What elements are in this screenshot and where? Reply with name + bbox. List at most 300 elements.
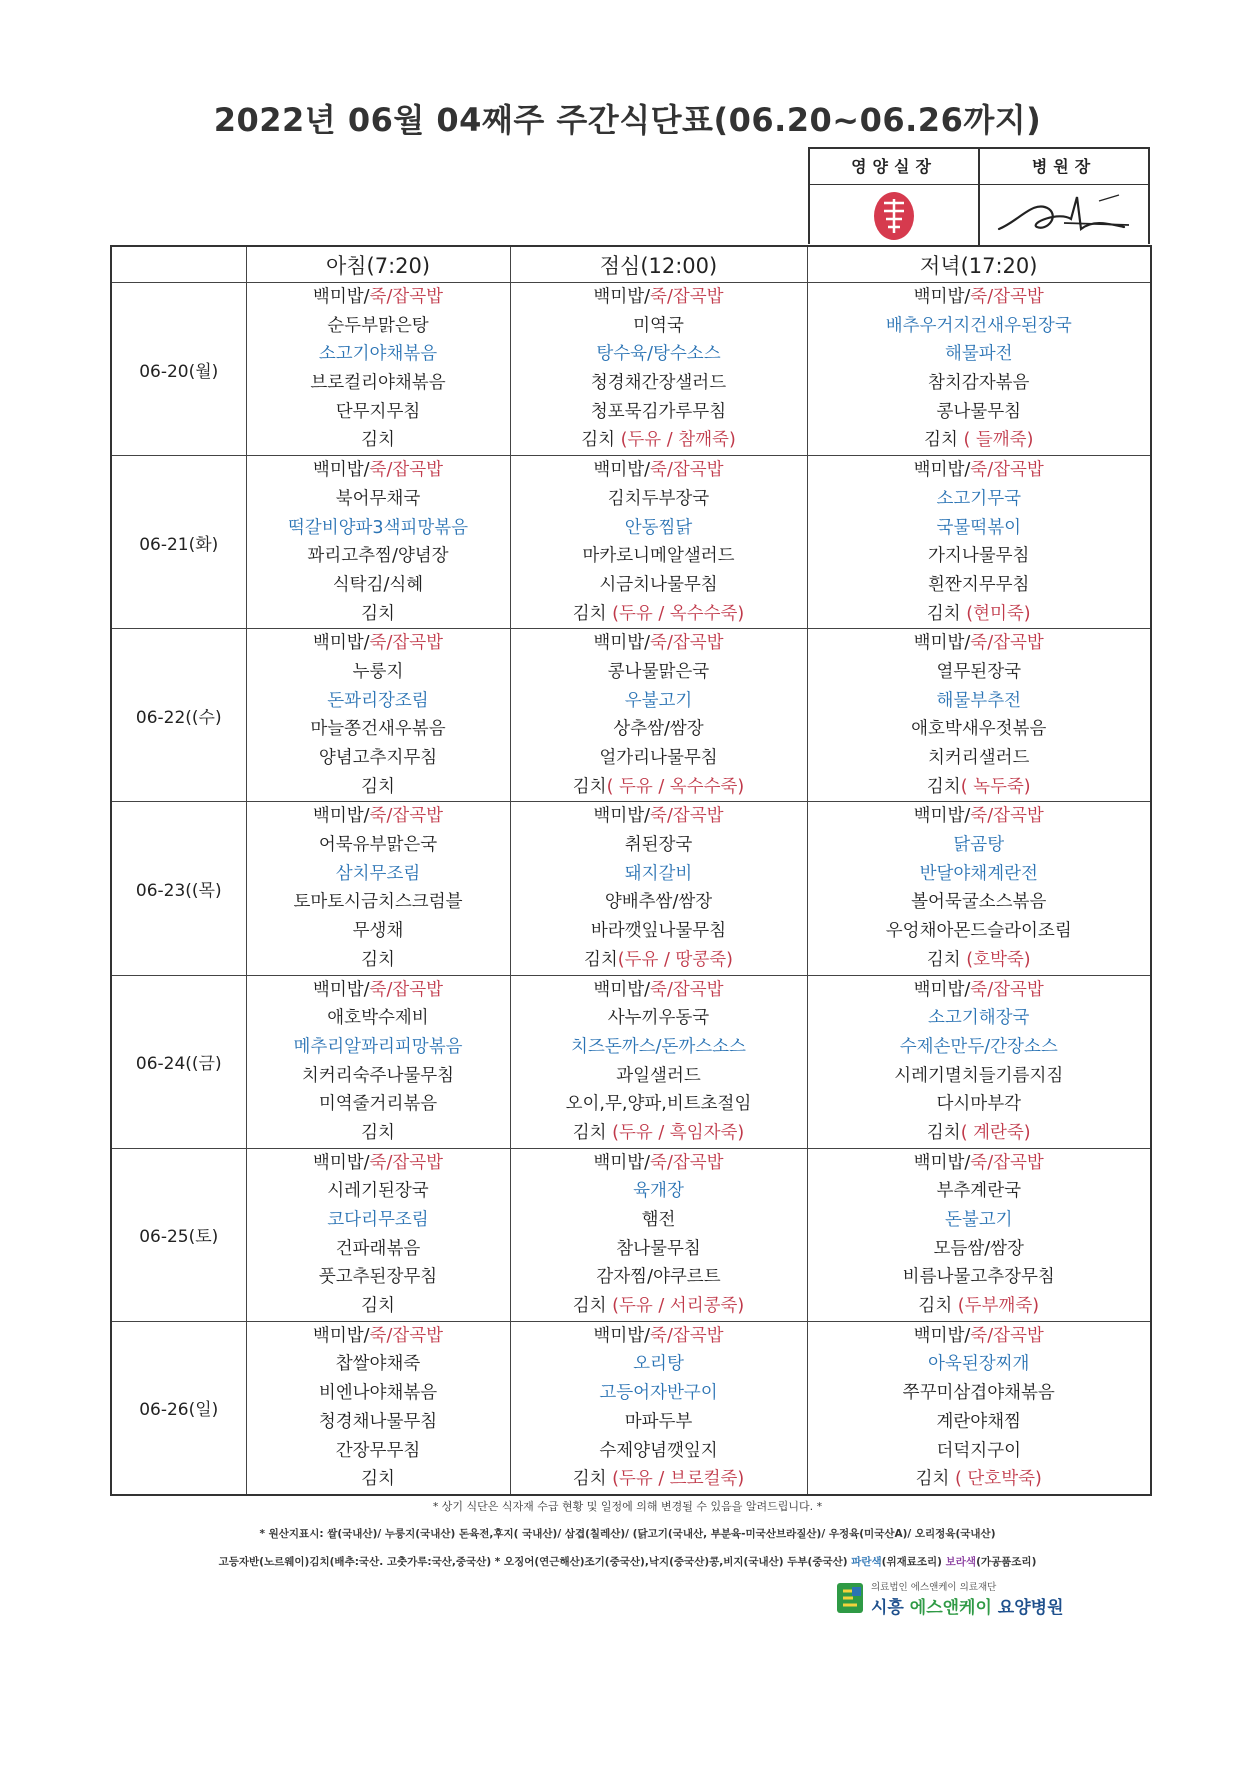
dinner-cell bbox=[807, 456, 1151, 629]
menu-item bbox=[511, 1408, 807, 1437]
menu-item bbox=[247, 1379, 510, 1408]
menu-item-text: 김치두부장국 bbox=[607, 488, 710, 509]
breakfast-cell bbox=[246, 1148, 510, 1321]
menu-item-text: 김치 bbox=[926, 776, 961, 797]
menu-item bbox=[511, 744, 807, 773]
rice-line bbox=[511, 802, 807, 831]
menu-item bbox=[511, 1090, 807, 1119]
day-row bbox=[111, 975, 1151, 1148]
menu-item-text: 오이,무,양파,비트초절임 bbox=[565, 1094, 752, 1115]
origin-label-line-2 bbox=[0, 1554, 1255, 1569]
menu-item bbox=[808, 773, 1151, 802]
menu-item bbox=[808, 917, 1151, 946]
menu-item-text: 참나물무침 bbox=[616, 1238, 701, 1259]
rice-line bbox=[511, 976, 807, 1005]
rice-line bbox=[247, 802, 510, 831]
rice-line bbox=[247, 1149, 510, 1178]
rice-line bbox=[808, 456, 1151, 485]
menu-item-text: 소고기무국 bbox=[936, 488, 1022, 509]
day-date: 06-23((목) bbox=[111, 802, 246, 975]
day-date: 06-22((수) bbox=[111, 629, 246, 802]
menu-item-text: 풋고추된장무침 bbox=[318, 1267, 438, 1288]
menu-item bbox=[247, 1437, 510, 1466]
menu-item bbox=[247, 1408, 510, 1437]
day-row bbox=[111, 802, 1151, 975]
menu-item-text: 햄전 bbox=[641, 1210, 676, 1230]
menu-item bbox=[511, 946, 807, 975]
menu-item-text: 안동찜닭 bbox=[624, 517, 693, 538]
rice-white: 백미밥/ bbox=[593, 1325, 651, 1346]
menu-item bbox=[247, 1177, 510, 1206]
menu-item-text: 마파두부 bbox=[624, 1411, 693, 1432]
legend-blue-desc: (위재료조리) bbox=[881, 1556, 942, 1568]
menu-item bbox=[511, 773, 807, 802]
rice-porridge-grain: 죽/잡곡밥 bbox=[970, 633, 1044, 654]
rice-white: 백미밥/ bbox=[312, 979, 370, 1000]
menu-item bbox=[808, 1062, 1151, 1091]
menu-item bbox=[511, 1292, 807, 1321]
hospital-logo bbox=[835, 1578, 1064, 1618]
page-title: 2022년 06월 04째주 주간식단표(06.20~06.26까지) bbox=[213, 101, 1042, 139]
menu-item bbox=[511, 340, 807, 369]
menu-item bbox=[808, 1408, 1151, 1437]
menu-item bbox=[808, 312, 1151, 341]
menu-item-text: 흰짠지무무침 bbox=[928, 574, 1030, 595]
menu-item bbox=[808, 946, 1151, 975]
origin-label-line-1: * 원산지표시: 쌀(국내산)/ 누룽지(국내산) 돈육전,후지( 국내산)/ 삼겹(칠레산)/ (닭고기(국내산, 부분육-미국산브라질산)/ 우정육(미국산A)/ 오리정육(국내산) bbox=[259, 1528, 996, 1540]
legend-purple-desc: (가공품조리) bbox=[976, 1556, 1037, 1568]
menu-item-text: 탕수육/탕수소스 bbox=[596, 344, 721, 365]
day-row bbox=[111, 283, 1151, 456]
menu-item bbox=[247, 860, 510, 889]
header-corner bbox=[111, 246, 246, 283]
menu-item bbox=[511, 485, 807, 514]
rice-line bbox=[808, 283, 1151, 312]
breakfast-cell bbox=[246, 1321, 510, 1495]
rice-porridge-grain: 죽/잡곡밥 bbox=[369, 806, 444, 827]
rice-porridge-grain: 죽/잡곡밥 bbox=[369, 1152, 444, 1173]
menu-item-text: 해물부추전 bbox=[936, 690, 1022, 711]
dinner-cell bbox=[807, 283, 1151, 456]
menu-item-text: 떡갈비양파3색피망볶음 bbox=[287, 517, 469, 538]
menu-item bbox=[247, 744, 510, 773]
dinner-cell bbox=[807, 975, 1151, 1148]
menu-item-text: 국물떡볶이 bbox=[936, 517, 1022, 538]
rice-white: 백미밥/ bbox=[312, 633, 370, 654]
breakfast-cell bbox=[246, 283, 510, 456]
menu-item bbox=[511, 1177, 807, 1206]
lunch-cell bbox=[510, 283, 807, 456]
hospital-name-city: 시흥 bbox=[871, 1597, 910, 1618]
menu-item bbox=[247, 485, 510, 514]
menu-item-text: 미역줄거리볶음 bbox=[318, 1094, 438, 1115]
rice-line bbox=[247, 456, 510, 485]
menu-item bbox=[247, 340, 510, 369]
menu-item-text: 소고기해장국 bbox=[928, 1008, 1030, 1029]
nutrition-chief-seal bbox=[810, 185, 980, 247]
menu-item bbox=[808, 687, 1151, 716]
menu-item bbox=[808, 1004, 1151, 1033]
menu-item bbox=[247, 571, 510, 600]
hospital-foundation: 의료법인 에스앤케이 의료재단 bbox=[871, 1581, 997, 1593]
menu-item-text: 우엉채아몬드슬라이조림 bbox=[885, 921, 1072, 942]
rice-white: 백미밥/ bbox=[593, 460, 651, 481]
menu-item bbox=[511, 426, 807, 455]
menu-item bbox=[808, 1350, 1151, 1379]
menu-item bbox=[808, 1090, 1151, 1119]
menu-item bbox=[247, 312, 510, 341]
menu-item-text: 비름나물고추장무침 bbox=[902, 1267, 1055, 1288]
menu-item-text: 북어무채국 bbox=[335, 488, 421, 509]
menu-item-text: 치즈돈까스/돈까스소스 bbox=[571, 1036, 746, 1057]
lunch-cell bbox=[510, 456, 807, 629]
header-lunch: 점심(12:00) bbox=[510, 246, 807, 283]
menu-item-text: 소고기야채볶음 bbox=[318, 344, 438, 365]
menu-item bbox=[808, 1177, 1151, 1206]
menu-item bbox=[511, 398, 807, 427]
menu-item-text: 감자찜/야쿠르트 bbox=[596, 1267, 721, 1288]
rice-line bbox=[511, 283, 807, 312]
rice-white: 백미밥/ bbox=[913, 979, 971, 1000]
menu-item bbox=[511, 600, 807, 629]
menu-item bbox=[511, 571, 807, 600]
menu-item-text: 상추쌈/쌈장 bbox=[613, 719, 704, 740]
menu-item bbox=[247, 917, 510, 946]
menu-item-text: 얼가리나물무침 bbox=[599, 748, 718, 768]
menu-item-text: 김치 bbox=[361, 430, 395, 451]
side-porridge: (두부깨죽) bbox=[952, 1296, 1040, 1317]
menu-item-text: 시레기멸치들기름지짐 bbox=[894, 1065, 1064, 1086]
menu-item bbox=[247, 542, 510, 571]
menu-item-text: 김치 bbox=[583, 949, 618, 970]
menu-item bbox=[511, 658, 807, 687]
day-row bbox=[111, 1148, 1151, 1321]
menu-item bbox=[511, 1119, 807, 1148]
side-porridge: (두유 / 땅콩죽) bbox=[617, 949, 733, 970]
lunch-cell bbox=[510, 975, 807, 1148]
legend-purple-label: 보라색 bbox=[945, 1556, 977, 1568]
legend-blue-label: 파란색 bbox=[851, 1556, 882, 1568]
menu-item-text: 청포묵김가루무침 bbox=[590, 401, 727, 422]
menu-item bbox=[808, 744, 1151, 773]
menu-item bbox=[808, 485, 1151, 514]
menu-item-text: 식탁김/식혜 bbox=[332, 574, 424, 595]
menu-item bbox=[247, 946, 510, 975]
menu-item-text: 치커리숙주나물무침 bbox=[301, 1065, 455, 1086]
menu-item bbox=[247, 1465, 510, 1494]
rice-line bbox=[808, 1322, 1151, 1351]
menu-item-text: 시레기된장국 bbox=[327, 1181, 429, 1202]
rice-line bbox=[247, 283, 510, 312]
menu-item-text: 부추계란국 bbox=[936, 1181, 1022, 1202]
menu-item-text: 돈불고기 bbox=[944, 1210, 1013, 1230]
rice-white: 백미밥/ bbox=[913, 1325, 971, 1346]
menu-item bbox=[511, 1350, 807, 1379]
rice-white: 백미밥/ bbox=[913, 633, 971, 654]
menu-item-text: 김치 bbox=[572, 776, 607, 797]
menu-item-text: 콩나물맑은국 bbox=[607, 661, 710, 682]
menu-item-text: 마카로니메알샐러드 bbox=[582, 546, 735, 567]
menu-item-text: 김치 bbox=[572, 1296, 607, 1317]
menu-item bbox=[247, 773, 510, 802]
menu-item bbox=[808, 1465, 1151, 1494]
menu-item bbox=[808, 831, 1151, 860]
menu-item-text: 김치 bbox=[361, 1122, 395, 1143]
menu-item-text: 찹쌀야채죽 bbox=[335, 1354, 421, 1375]
header-dinner: 저녁(17:20) bbox=[807, 246, 1151, 283]
menu-item-text: 김치 bbox=[924, 430, 958, 451]
menu-item-text: 김치 bbox=[572, 603, 607, 624]
menu-item bbox=[511, 917, 807, 946]
menu-item-text: 코다리무조림 bbox=[327, 1210, 429, 1230]
menu-item-text: 삼치무조림 bbox=[335, 863, 421, 884]
side-porridge: (두유 / 브로컬죽) bbox=[606, 1469, 745, 1490]
menu-item bbox=[247, 1350, 510, 1379]
menu-item-text: 쭈꾸미삼겹야채볶음 bbox=[902, 1383, 1055, 1404]
side-porridge: (두유 / 흑임자죽) bbox=[606, 1122, 745, 1143]
rice-line bbox=[247, 976, 510, 1005]
menu-item-text: 김치 bbox=[361, 776, 395, 797]
menu-item bbox=[511, 831, 807, 860]
side-porridge: (현미죽) bbox=[960, 603, 1031, 624]
lunch-cell bbox=[510, 629, 807, 802]
menu-item bbox=[247, 715, 510, 744]
origin-line-2-text: 고등자반(노르웨이)김치(배추:국산. 고춧가루:국산,중국산) * 오징어(연근해산)조기(중국산),낙지(중국산)콩,비지(국내산) 두부(중국산) bbox=[218, 1556, 848, 1568]
menu-item bbox=[808, 1235, 1151, 1264]
menu-item bbox=[511, 1206, 807, 1235]
menu-item-text: 토마토시금치스크럼블 bbox=[293, 892, 463, 913]
menu-item-text: 돼지갈비 bbox=[624, 863, 693, 884]
side-porridge: ( 녹두죽) bbox=[960, 776, 1031, 797]
rice-line bbox=[511, 456, 807, 485]
menu-item-text: 김치 bbox=[918, 1296, 953, 1317]
rice-porridge-grain: 죽/잡곡밥 bbox=[970, 1152, 1044, 1173]
menu-item bbox=[247, 687, 510, 716]
rice-porridge-grain: 죽/잡곡밥 bbox=[650, 806, 724, 827]
menu-item bbox=[808, 426, 1151, 455]
menu-item-text: 사누끼우동국 bbox=[607, 1008, 710, 1029]
side-porridge: ( 단호박죽) bbox=[949, 1469, 1042, 1490]
menu-item-text: 과일샐러드 bbox=[616, 1065, 701, 1086]
rice-white: 백미밥/ bbox=[913, 1152, 971, 1173]
menu-item bbox=[511, 312, 807, 341]
weekly-menu-table bbox=[110, 245, 1152, 1496]
menu-item-text: 육개장 bbox=[633, 1181, 684, 1202]
menu-item-text: 김치 bbox=[572, 1122, 607, 1143]
menu-item-text: 청경채나물무침 bbox=[318, 1411, 438, 1432]
rice-line bbox=[808, 976, 1151, 1005]
menu-item bbox=[808, 888, 1151, 917]
rice-white: 백미밥/ bbox=[913, 806, 971, 827]
rice-line bbox=[808, 629, 1151, 658]
menu-item bbox=[808, 571, 1151, 600]
menu-item bbox=[511, 1437, 807, 1466]
menu-item bbox=[808, 1119, 1151, 1148]
rice-line bbox=[511, 1322, 807, 1351]
director-signature bbox=[980, 185, 1148, 247]
approval-nutrition-chief-label: 영양실장 bbox=[810, 149, 980, 184]
rice-white: 백미밥/ bbox=[913, 460, 971, 481]
rice-white: 백미밥/ bbox=[312, 1152, 370, 1173]
menu-item-text: 양념고추지무침 bbox=[318, 748, 438, 768]
menu-item bbox=[247, 1235, 510, 1264]
menu-change-notice: * 상기 식단은 식자재 수급 현황 및 일정에 의해 변경될 수 있음을 알려드립니다. * bbox=[432, 1500, 823, 1513]
rice-line bbox=[808, 802, 1151, 831]
header-breakfast: 아침(7:20) bbox=[246, 246, 510, 283]
rice-porridge-grain: 죽/잡곡밥 bbox=[369, 287, 444, 307]
menu-item-text: 아욱된장찌개 bbox=[928, 1354, 1030, 1375]
side-porridge: (두유 / 참깨죽) bbox=[615, 430, 736, 451]
rice-line bbox=[247, 1322, 510, 1351]
menu-item bbox=[808, 369, 1151, 398]
day-date: 06-21(화) bbox=[111, 456, 246, 629]
menu-item bbox=[247, 1292, 510, 1321]
menu-item bbox=[808, 1437, 1151, 1466]
menu-item bbox=[247, 1004, 510, 1033]
day-row bbox=[111, 629, 1151, 802]
rice-white: 백미밥/ bbox=[593, 1152, 651, 1173]
menu-item bbox=[511, 1465, 807, 1494]
menu-item bbox=[247, 1090, 510, 1119]
menu-item bbox=[247, 600, 510, 629]
approval-director-label: 병원장 bbox=[1031, 157, 1097, 176]
dinner-cell bbox=[807, 802, 1151, 975]
menu-item-text: 꽈리고추찜/양념장 bbox=[307, 546, 449, 567]
menu-item-text: 애호박새우젓볶음 bbox=[911, 719, 1047, 740]
menu-item bbox=[808, 1206, 1151, 1235]
menu-item-text: 누룽지 bbox=[352, 661, 404, 682]
rice-porridge-grain: 죽/잡곡밥 bbox=[369, 979, 444, 1000]
rice-porridge-grain: 죽/잡곡밥 bbox=[369, 460, 444, 481]
hospital-name-brand: 에스앤케이 bbox=[909, 1597, 992, 1618]
menu-item bbox=[247, 1119, 510, 1148]
day-date: 06-26(일) bbox=[111, 1321, 246, 1495]
menu-item-text: 계란야채찜 bbox=[936, 1411, 1022, 1432]
rice-porridge-grain: 죽/잡곡밥 bbox=[650, 979, 724, 1000]
menu-item bbox=[808, 542, 1151, 571]
menu-item-text: 단무지무침 bbox=[335, 401, 421, 422]
menu-item bbox=[511, 1033, 807, 1062]
menu-item bbox=[511, 542, 807, 571]
menu-item-text: 반달야채계란전 bbox=[919, 863, 1038, 884]
rice-porridge-grain: 죽/잡곡밥 bbox=[369, 633, 444, 654]
menu-item-text: 김치 bbox=[581, 430, 616, 451]
menu-item-text: 치커리샐러드 bbox=[928, 748, 1030, 768]
menu-item bbox=[511, 715, 807, 744]
menu-item bbox=[511, 514, 807, 543]
dinner-cell bbox=[807, 1148, 1151, 1321]
menu-item bbox=[247, 369, 510, 398]
day-date: 06-20(월) bbox=[111, 283, 246, 456]
menu-item-text: 마늘쫑건새우볶음 bbox=[310, 719, 446, 740]
rice-porridge-grain: 죽/잡곡밥 bbox=[970, 806, 1044, 827]
menu-item bbox=[247, 1206, 510, 1235]
menu-item-text: 다시마부각 bbox=[936, 1094, 1022, 1115]
rice-line bbox=[808, 1149, 1151, 1178]
menu-item bbox=[247, 658, 510, 687]
side-porridge: ( 계란죽) bbox=[960, 1122, 1031, 1143]
menu-item bbox=[511, 888, 807, 917]
day-date: 06-25(토) bbox=[111, 1148, 246, 1321]
menu-item bbox=[808, 1292, 1151, 1321]
menu-item-text: 모듬쌈/쌈장 bbox=[933, 1238, 1024, 1259]
menu-item-text: 김치 bbox=[361, 1296, 395, 1317]
menu-item-text: 건파래볶음 bbox=[335, 1238, 421, 1259]
side-porridge: (두유 / 서리콩죽) bbox=[606, 1296, 745, 1317]
menu-item bbox=[808, 600, 1151, 629]
menu-item-text: 미역국 bbox=[633, 315, 684, 336]
menu-item bbox=[247, 398, 510, 427]
hospital-emblem-icon bbox=[835, 1581, 865, 1615]
rice-porridge-grain: 죽/잡곡밥 bbox=[650, 1152, 724, 1173]
rice-porridge-grain: 죽/잡곡밥 bbox=[970, 460, 1044, 481]
menu-item-text: 김치 bbox=[361, 603, 395, 624]
menu-item-text: 무생채 bbox=[352, 921, 404, 942]
menu-item-text: 간장무무침 bbox=[335, 1440, 421, 1461]
lunch-cell bbox=[510, 1321, 807, 1495]
menu-item bbox=[511, 369, 807, 398]
menu-item-text: 메추리알꽈리피망볶음 bbox=[293, 1036, 463, 1057]
menu-item bbox=[808, 715, 1151, 744]
menu-item-text: 닭곰탕 bbox=[953, 835, 1005, 856]
rice-white: 백미밥/ bbox=[312, 806, 370, 827]
rice-white: 백미밥/ bbox=[312, 1325, 370, 1346]
menu-item bbox=[808, 1033, 1151, 1062]
menu-item-text: 돈꽈리장조림 bbox=[327, 690, 429, 711]
menu-item-text: 열무된장국 bbox=[936, 661, 1022, 682]
lunch-cell bbox=[510, 1148, 807, 1321]
day-row bbox=[111, 456, 1151, 629]
rice-white: 백미밥/ bbox=[312, 287, 370, 307]
rice-porridge-grain: 죽/잡곡밥 bbox=[970, 979, 1044, 1000]
menu-item bbox=[511, 687, 807, 716]
breakfast-cell bbox=[246, 975, 510, 1148]
side-porridge: ( 두유 / 옥수수죽) bbox=[606, 776, 745, 797]
rice-white: 백미밥/ bbox=[593, 979, 651, 1000]
menu-item-text: 김치 bbox=[572, 1469, 607, 1490]
menu-item bbox=[808, 1379, 1151, 1408]
rice-porridge-grain: 죽/잡곡밥 bbox=[970, 1325, 1044, 1346]
menu-item-text: 김치 bbox=[926, 949, 961, 970]
menu-item-text: 브로컬리야채볶음 bbox=[310, 373, 446, 394]
dinner-cell bbox=[807, 629, 1151, 802]
menu-item-text: 가지나물무침 bbox=[928, 546, 1030, 567]
menu-item-text: 취된장국 bbox=[624, 835, 693, 856]
approval-box bbox=[808, 147, 1150, 244]
rice-porridge-grain: 죽/잡곡밥 bbox=[650, 1325, 724, 1346]
rice-porridge-grain: 죽/잡곡밥 bbox=[970, 287, 1044, 307]
menu-item bbox=[511, 1263, 807, 1292]
rice-line bbox=[511, 629, 807, 658]
menu-item-text: 바라깻잎나물무침 bbox=[590, 921, 727, 942]
menu-item bbox=[808, 514, 1151, 543]
menu-item bbox=[808, 1263, 1151, 1292]
menu-item bbox=[511, 1062, 807, 1091]
header-row bbox=[111, 246, 1151, 283]
menu-item bbox=[247, 831, 510, 860]
rice-white: 백미밥/ bbox=[593, 806, 651, 827]
menu-item-text: 우불고기 bbox=[624, 690, 693, 711]
rice-line bbox=[511, 1149, 807, 1178]
breakfast-cell bbox=[246, 456, 510, 629]
menu-item bbox=[808, 398, 1151, 427]
menu-item-text: 어묵유부맑은국 bbox=[318, 835, 438, 856]
menu-item-text: 배추우거지건새우된장국 bbox=[885, 315, 1072, 336]
menu-item-text: 더덕지구이 bbox=[936, 1440, 1022, 1461]
menu-item-text: 콩나물무침 bbox=[936, 401, 1022, 422]
menu-item bbox=[247, 888, 510, 917]
menu-item-text: 애호박수제비 bbox=[327, 1008, 429, 1029]
